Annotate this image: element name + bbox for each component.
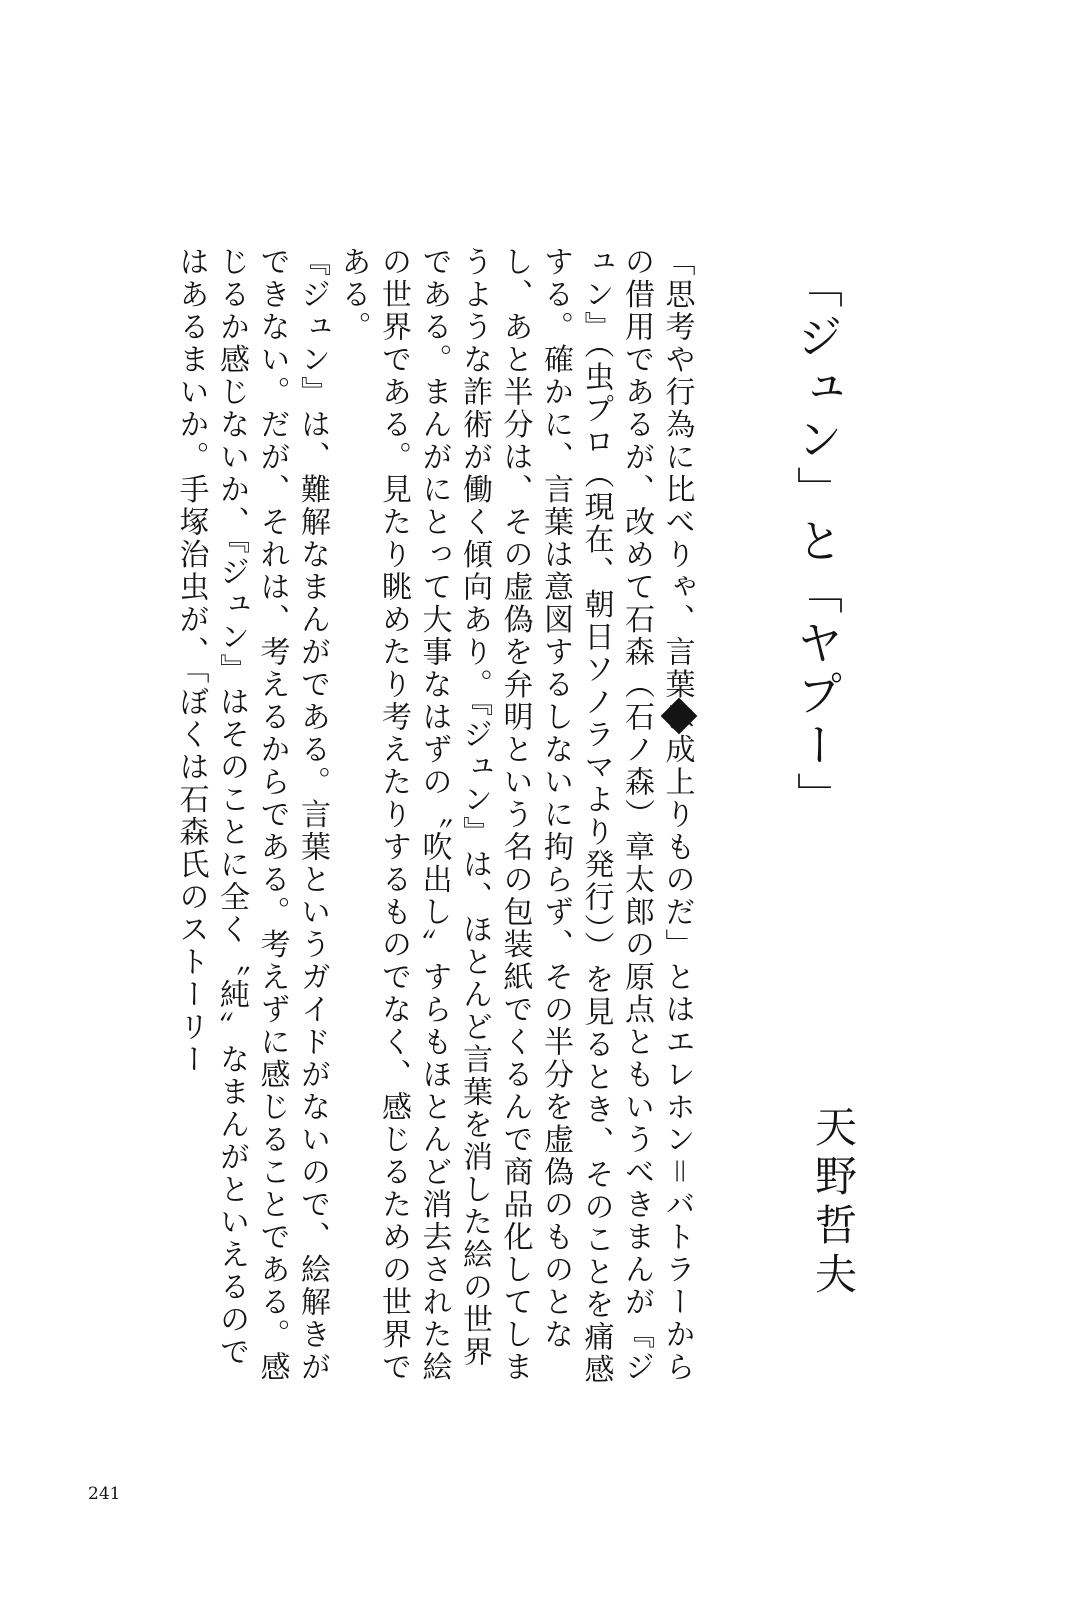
author-name: 天野哲夫 (809, 1105, 858, 1301)
body-paragraph-2: 『ジュン』は、難解なまんがである。言葉というガイドがないので、絵解きができない。だが、それは、考えるからである。考えずに感じることである。感じるか感じないか、『ジュン』はそのことに全く〝純〟なまんがといえるのではあるまいか。手塚治虫が、「ぼくは石森氏のストーリー (173, 246, 330, 1384)
page-number: 241 (88, 1484, 121, 1504)
article-body (170, 246, 697, 1396)
article-title: 「ジュン」と「ヤプー」 (790, 262, 844, 823)
body-paragraph-1: 「思考や行為に比べりゃ、言葉は成上りものだ」とはエレホン＝バトラーからの借用であるが、改めて石森（石ノ森）章太郎の原点ともいうべきまんが『ジュン』（虫プロ（現在、朝日ソノラマより発行））を見るとき、そのことを痛感する。確かに、言葉は意図するしないに拘らず、その半分を虚偽のものとなし、あと半分は、その虚偽を弁明という名の包装紙でくるんで商品化してしまうような詐術が働く傾向あり。『ジュン』は、ほとんど言葉を消した絵の世界である。まんがにとって大事なはずの〝吹出し〟すらもほとんど消去された絵の世界である。見たり眺めたり考えたりするものでなく、感じるための世界である。 (335, 246, 695, 1386)
